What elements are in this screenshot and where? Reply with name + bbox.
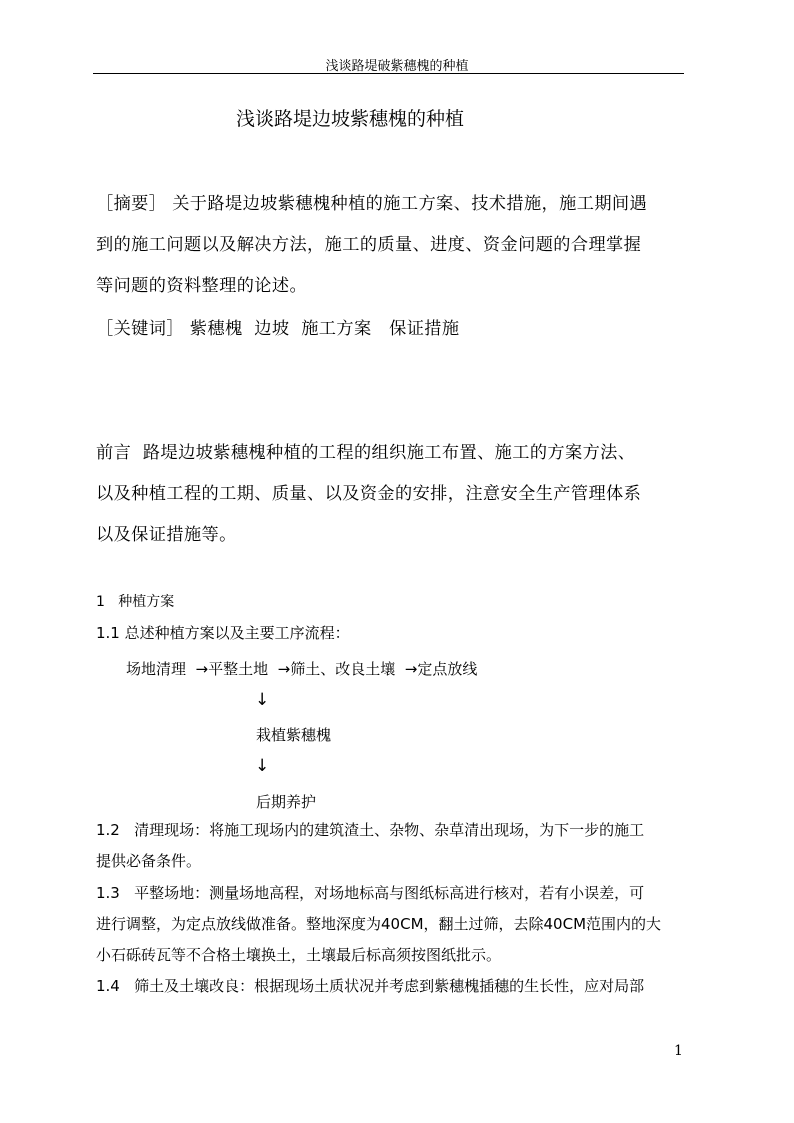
down-arrow-icon: ↓: [255, 756, 270, 776]
paragraph-line: 提供必备条件。: [96, 852, 202, 870]
page-number: 1: [674, 1043, 683, 1059]
paragraph-line: 1.4 筛土及土壤改良：根据现场土质状况并考虑到紫穗槐插穗的生长性，应对局部: [96, 977, 645, 995]
paragraph-line: 1.2 清理现场：将施工现场内的建筑渣土、杂物、杂草清出现场，为下一步的施工: [96, 821, 645, 839]
paragraph-line: 进行调整，为定点放线做准备。整地深度为40CM，翻土过筛，去除40CM范围内的大: [96, 915, 662, 933]
abstract-line: 到的施工问题以及解决方法，施工的质量、进度、资金问题的合理掌握: [96, 235, 642, 255]
subsection-heading: 1.1 总述种植方案以及主要工序流程：: [96, 624, 350, 642]
preface-line: 以及种植工程的工期、质量、以及资金的安排，注意安全生产管理体系: [96, 484, 642, 504]
running-header: 浅谈路堤破紫穗槐的种植: [325, 59, 469, 74]
process-flow-row: 场地清理 →平整土地 →筛土、改良土壤 →定点放线: [126, 660, 478, 678]
down-arrow-icon: ↓: [255, 690, 270, 710]
section-heading: 1 种植方案: [96, 594, 175, 610]
keywords-line: ［关键词］ 紫穗槐 边坡 施工方案 保证措施: [96, 319, 460, 339]
preface-line: 以及保证措施等。: [96, 525, 237, 545]
process-step: 栽植紫穗槐: [256, 726, 332, 744]
header-divider: [93, 73, 684, 74]
paragraph-line: 1.3 平整场地：测量场地高程，对场地标高与图纸标高进行核对，若有小误差，可: [96, 884, 645, 902]
abstract-line: 等问题的资料整理的论述。: [96, 276, 308, 296]
abstract-line: ［摘要］ 关于路堤边坡紫穗槐种植的施工方案、技术措施，施工期间遇: [96, 194, 648, 214]
paragraph-line: 小石砾砖瓦等不合格土壤换土，土壤最后标高须按图纸批示。: [96, 946, 502, 964]
process-step: 后期养护: [256, 793, 317, 811]
document-title: 浅谈路堤边坡紫穗槐的种植: [235, 108, 464, 130]
preface-line: 前言 路堤边坡紫穗槐种植的工程的组织施工布置、施工的方案方法、: [96, 443, 636, 463]
